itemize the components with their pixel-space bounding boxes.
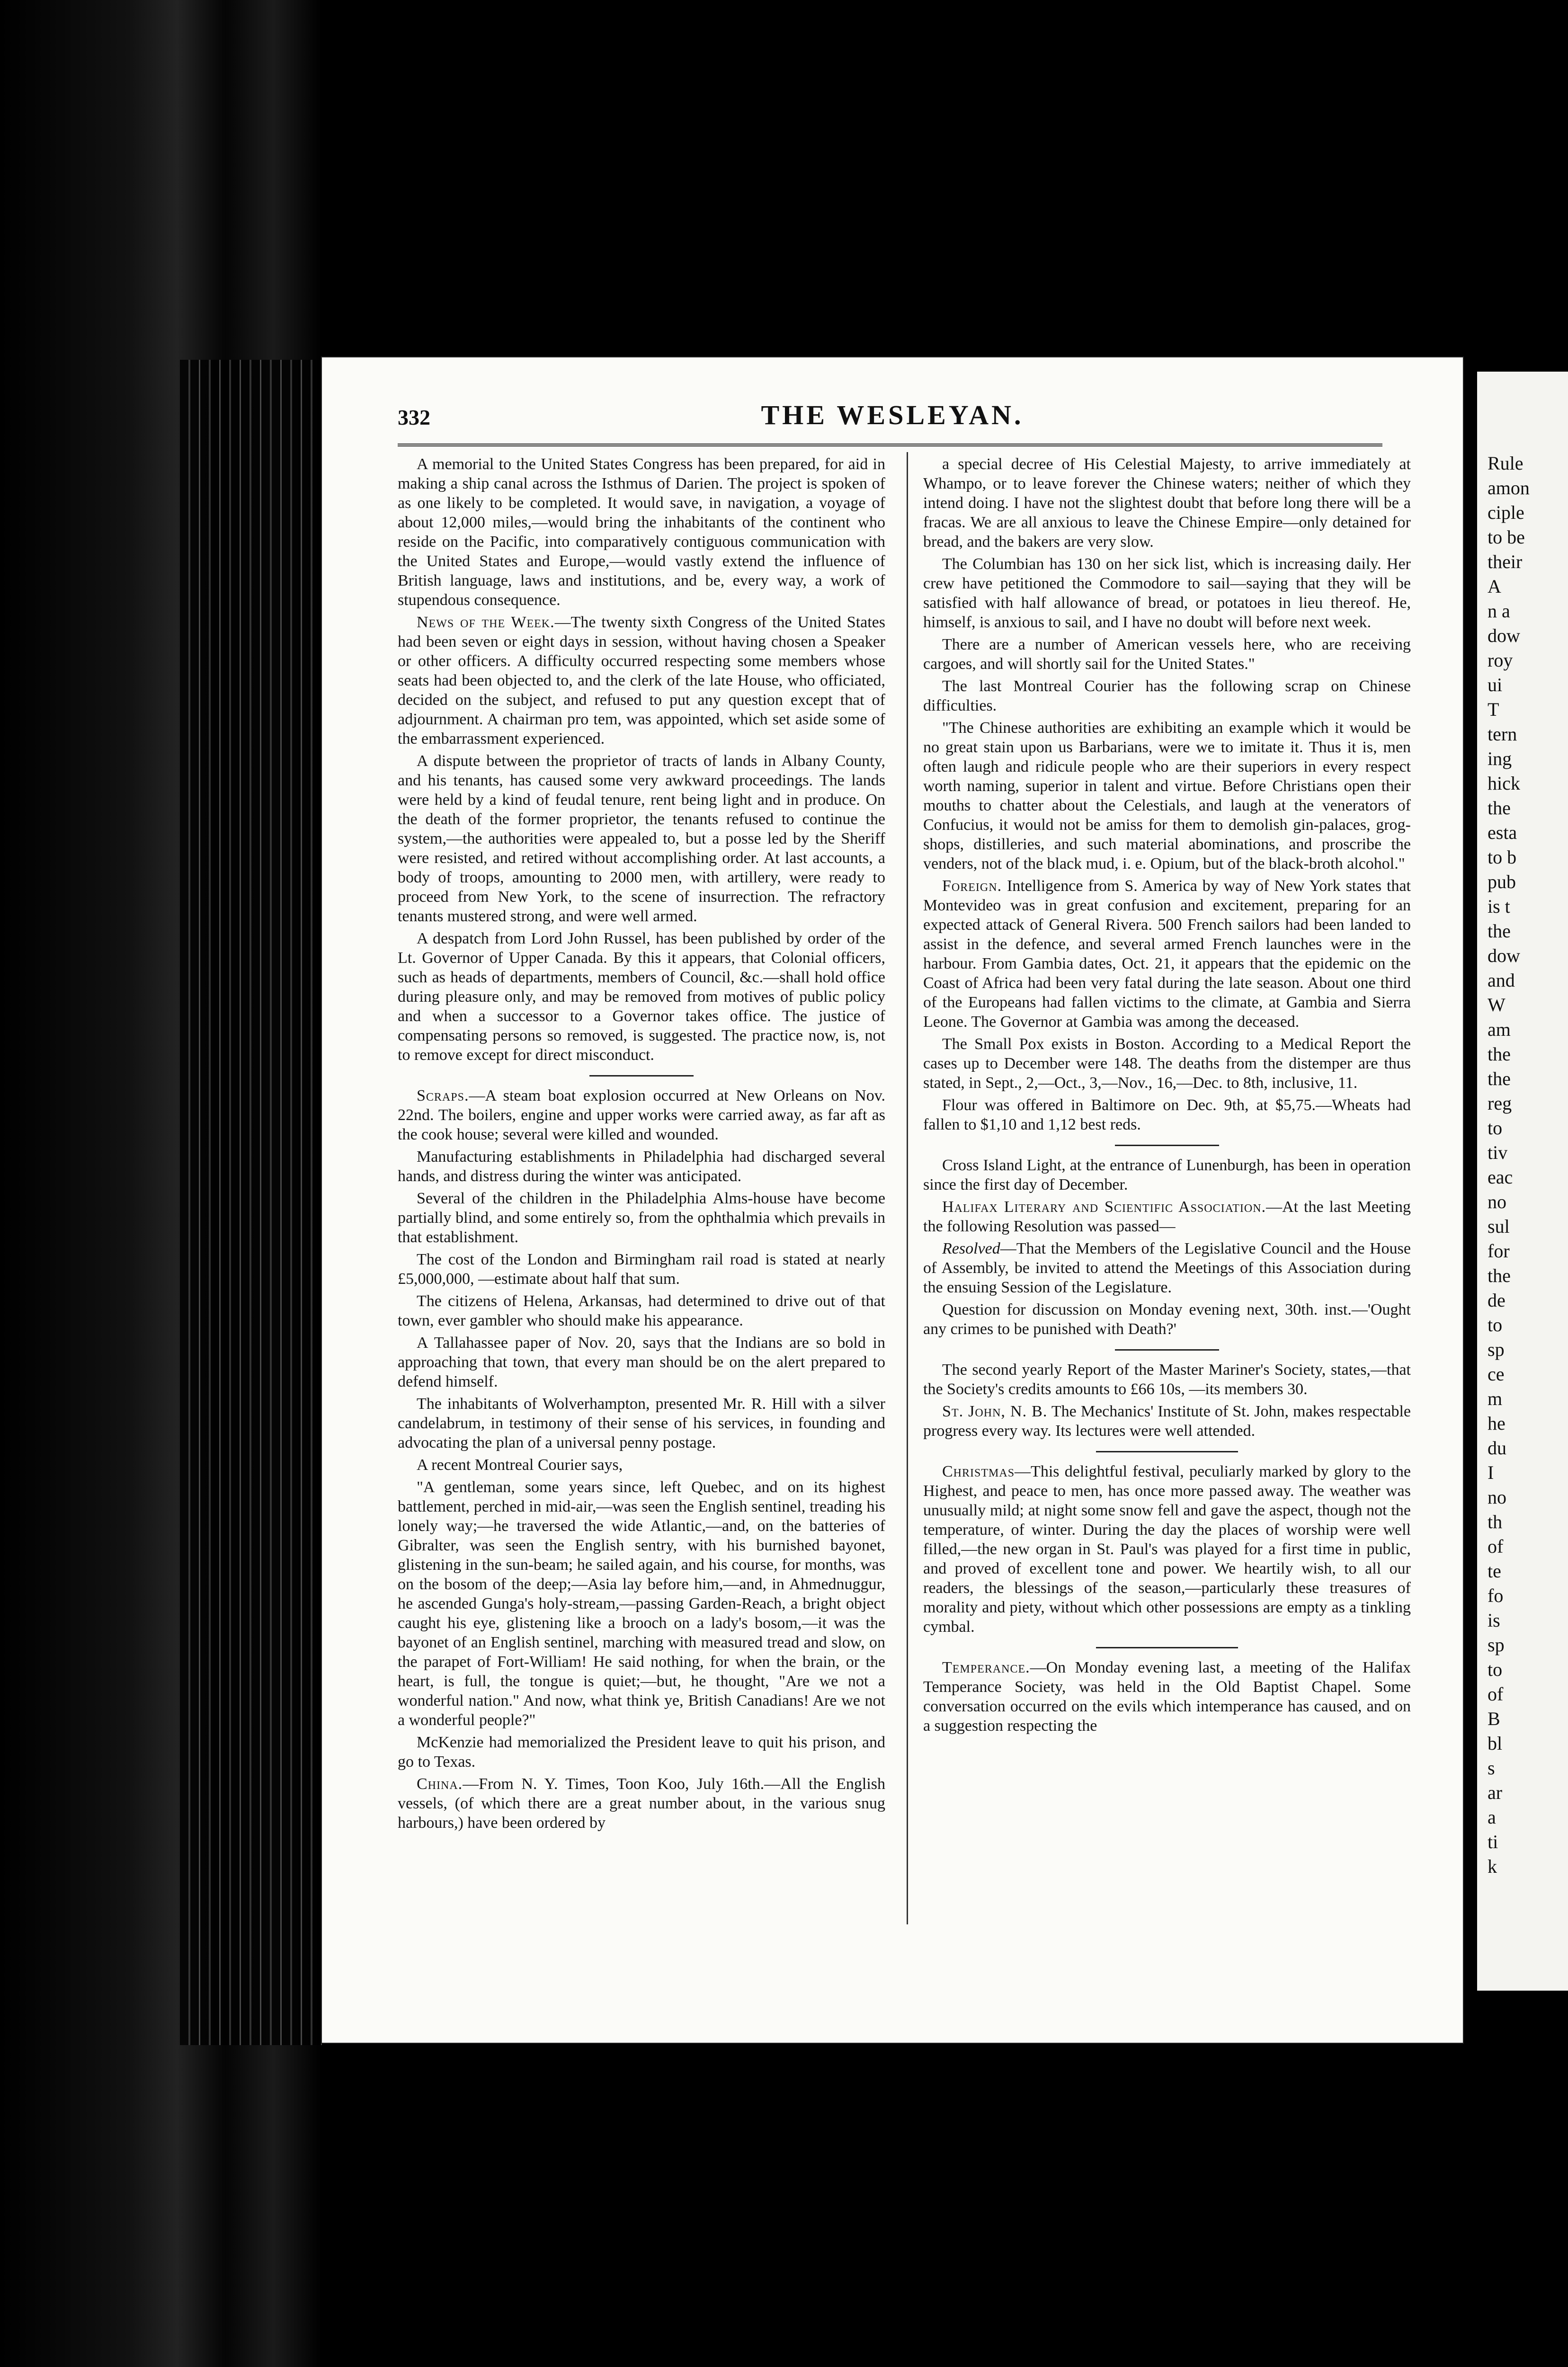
article-body: —A steam boat explosion occurred at New Orleans on Nov. 22nd. The boilers, engine and upper works were carried away, as far aft as the cook house; several were killed and wounded. xyxy=(398,1087,885,1143)
article-body: Intelligence from S. America by way of New York states that Montevideo was in great confusion and excitement, preparing for an expected attack of General Rivera. 500 French sailors had been landed to assist in the defence, and several armed French launches were in the harbour. From Gambia dates, Oct. 21, it appears that the epidemic on the Coast of Africa had been very fatal during the late season. About one third of the Europeans had fallen victims to the climate, at Gambia and Sierra Leone. The Governor at Gambia was among the deceased. xyxy=(923,877,1411,1031)
article-tallahassee: A Tallahassee paper of Nov. 20, says that the Indians are so bold in approaching that town, that every man should be on the alert prepared to defend himself. xyxy=(398,1334,885,1390)
adjacent-text-fragment: sp xyxy=(1488,1634,1505,1655)
adjacent-text-fragment: tern xyxy=(1488,723,1517,745)
masthead-title: THE WESLEYAN. xyxy=(761,400,1024,430)
adjacent-text-fragment: reg xyxy=(1488,1093,1512,1114)
article-scraps xyxy=(398,1086,885,1144)
article-st-john xyxy=(923,1402,1411,1441)
separator xyxy=(1096,1451,1238,1452)
adjacent-text-fragment: the xyxy=(1488,920,1511,942)
adjacent-page-fragment xyxy=(1477,372,1568,1991)
adjacent-text-fragment: ce xyxy=(1488,1363,1505,1385)
book-binding xyxy=(0,0,322,2367)
adjacent-text-fragment: the xyxy=(1488,1265,1511,1286)
article-body: —At the last Meeting the following Resolution was passed— xyxy=(923,1198,1411,1235)
article-gentleman-quote: "A gentleman, some years since, left Quebec, and on its highest battlement, perched in mid-air,—was seen the English sentinel, treading his lonely way;—he traversed the wide Atlantic,—and, on the batteries of Gibralter, was seen the English sentry, with his burnished bayonet, glistening in the sun-beam; he sailed again, and his course, for months, was on the bosom of the deep;—Asia lay before him,—and, in Ahmednuggur, he ascended Gunga's holy-stream,—passing Garden-Reach, a bright object caught his eye, glistening like a brooch on a lady's bosom,—it was the bayonet of an English sentinel, marching with measured tread and slow, on the parapet of Fort-William! He said nothing, for when the brain, or the heart, is full, the tongue is quiet;—but, he thought, "Are we not a wonderful nation." And now, what think ye, British Canadians! Are we not a wonderful people?" xyxy=(398,1478,885,1729)
separator xyxy=(1096,1647,1238,1648)
adjacent-text-fragment: no xyxy=(1488,1486,1506,1508)
adjacent-text-fragment: is t xyxy=(1488,896,1510,917)
article-body: —From N. Y. Times, Toon Koo, July 16th.—All the English vessels, (of which there are a great number about, in the various snug harbours,) have been ordered by xyxy=(398,1775,885,1832)
article-master-mariners: The second yearly Report of the Master Mariner's Society, states,—that the Society's credits amounts to £66 10s, —its members 30. xyxy=(923,1361,1411,1398)
adjacent-text-fragment: W xyxy=(1488,994,1506,1015)
article-ship-canal: A memorial to the United States Congress has been prepared, for aid in making a ship canal across the Isthmus of Darien. The project is spoken of as one likely to be completed. It would save, in navigation, a voyage of about 12,000 miles,—would bring the inhabitants of the continent who reside on the Pacific, into comparatively contiguous communication with the United States and Europe,—would vastly extend the influence of British language, laws and institutions, and be, every way, a work of stupendous consequence. xyxy=(398,455,885,609)
article-mckenzie: McKenzie had memorialized the President leave to quit his prison, and go to Texas. xyxy=(398,1734,885,1771)
page-edges xyxy=(180,360,322,2045)
adjacent-text-fragment: A xyxy=(1488,576,1501,597)
article-news-of-week xyxy=(398,613,885,748)
adjacent-text-fragment: ti xyxy=(1488,1831,1498,1852)
adjacent-text-fragment: dow xyxy=(1488,945,1520,966)
article-body: —The twenty sixth Congress of the United States had been seven or eight days in session, without having chosen a Speaker or other officers. A difficulty occurred respecting some members whose seats had been objected to, and the clerk of the late House, who officiated, decided on the subject, and refused to put any question except that of adjournment. A chairman pro tem, was appointed, which set aside some of the embarrassment experienced. xyxy=(398,614,885,747)
adjacent-text-fragment: th xyxy=(1488,1511,1503,1532)
adjacent-text-fragment: fo xyxy=(1488,1585,1504,1606)
article-celestial-decree: a special decree of His Celestial Majesty, to arrive immediately at Whampo, or to leave forever the Chinese waters; neither of which they intend doing. I have not the slightest doubt that before long there will be a fracas. We are all anxious to leave the Chinese Empire—only detained for bread, and the bakers are very slow. xyxy=(923,455,1411,551)
article-body: —On Monday evening last, a meeting of the Halifax Temperance Society, was held in the Old Baptist Chapel. Some conversation occurred on the evils which intemperance has caused, and on a suggestion respecting the xyxy=(923,1659,1411,1735)
adjacent-text-fragment: to be xyxy=(1488,526,1525,548)
adjacent-text-fragment: Rule xyxy=(1488,453,1523,474)
article-columbian: The Columbian has 130 on her sick list, which is increasing daily. Her crew have petitioned the Commodore to sail—saying that they will be satisfied with half allowance of bread, or potatoes in lieu thereof. He, himself, is anxious to sail, and I have no doubt will before next week. xyxy=(923,555,1411,631)
article-body: —That the Members of the Legislative Council and the House of Assembly, be invited to attend the Meetings of this Association during the ensuing Session of the Legislature. xyxy=(923,1240,1411,1296)
separator xyxy=(589,1075,694,1077)
article-russel-despatch: A despatch from Lord John Russel, has been published by order of the Lt. Governor of Upper Canada. By this it appears, that Colonial officers, such as heads of departments, members of Council, &c.—shall hold office during pleasure only, and may be removed from motives of public policy and when a successor to a Governor takes office. The justice of compensating persons so removed, is suggested. The practice now, is, not to remove except for direct misconduct. xyxy=(398,930,885,1064)
separator xyxy=(1115,1349,1219,1351)
separator xyxy=(1115,1145,1219,1146)
adjacent-text-fragment: he xyxy=(1488,1413,1506,1434)
adjacent-text-fragment: ui xyxy=(1488,674,1503,695)
article-rail-road: The cost of the London and Birmingham rail road is stated at nearly £5,000,000, —estimate about half that sum. xyxy=(398,1251,885,1288)
article-question: Question for discussion on Monday evening next, 30th. inst.—'Ought any crimes to be punished with Death?' xyxy=(923,1301,1411,1338)
article-wolverhampton: The inhabitants of Wolverhampton, presented Mr. R. Hill with a silver candelabrum, in testimony of their sense of his services, in founding and advocating the plan of a universal penny postage. xyxy=(398,1395,885,1451)
column-divider xyxy=(907,452,908,1924)
adjacent-text-fragment: to xyxy=(1488,1314,1503,1335)
adjacent-text-fragment: ar xyxy=(1488,1782,1503,1803)
article-christmas xyxy=(923,1462,1411,1637)
header-rule xyxy=(398,444,1382,446)
adjacent-text-fragment: s xyxy=(1488,1757,1495,1779)
adjacent-text-fragment: roy xyxy=(1488,650,1513,671)
adjacent-text-fragment: sp xyxy=(1488,1339,1505,1360)
adjacent-text-fragment: am xyxy=(1488,1019,1511,1040)
adjacent-text-fragment: to b xyxy=(1488,846,1517,868)
section-lead: Temperance. xyxy=(942,1659,1030,1676)
article-albany-dispute: A dispute between the proprietor of tracts of lands in Albany County, and his tenants, has caused some very awkward proceedings. The lands were held by a kind of feudal tenure, rent being light and in produce. On the death of the former proprietor, the tenants refused to continue the system,—the authorities were appealed to, but a posse led by the Sheriff were resisted, and retired without accomplishing order. At last accounts, a body of troops, amounting to 2000 men, with artillery, were ready to proceed from New York, to the scene of insurrection. The refractory tenants mustered strong, and were well armed. xyxy=(398,752,885,925)
article-alms-house: Several of the children in the Philadelphia Alms-house have become partially blind, and some entirely so, from the ophthalmia which prevails in that establishment. xyxy=(398,1190,885,1246)
adjacent-text-fragment: for xyxy=(1488,1240,1510,1262)
section-lead: St. John, N. B. xyxy=(942,1403,1048,1420)
page-number: 332 xyxy=(398,405,430,429)
newspaper-page xyxy=(322,357,1463,2043)
adjacent-text-fragment: tiv xyxy=(1488,1142,1508,1163)
section-lead: Foreign. xyxy=(942,877,1002,895)
article-china xyxy=(398,1774,885,1833)
section-lead: Resolved xyxy=(942,1240,1000,1257)
article-temperance xyxy=(923,1658,1411,1735)
adjacent-text-fragment: ciple xyxy=(1488,502,1524,523)
adjacent-text-fragment: the xyxy=(1488,797,1511,819)
adjacent-text-fragment: I xyxy=(1488,1462,1494,1483)
article-american-vessels: There are a number of American vessels here, who are receiving cargoes, and will shortly sail for the United States." xyxy=(923,636,1411,673)
adjacent-text-fragment: te xyxy=(1488,1560,1501,1582)
article-chinese-authorities: "The Chinese authorities are exhibiting an example which it would be no great stain upon us Barbarians, were we to imitate it. Thus it is, men often laugh and ridicule people who are their superiors in every respect worth naming, superior in talent and virtue. Before Christians open their mouths to chatter about the Celestials, and laugh at the venerators of Confucius, it would not be amiss for them to demolish gin-palaces, grog-shops, distilleries, and such material abominations, and proscribe the venders, not of the black mud, i. e. Opium, but of the black-broth alcohol." xyxy=(923,719,1411,872)
adjacent-text-fragment: the xyxy=(1488,1068,1511,1089)
adjacent-text-fragment: a xyxy=(1488,1806,1496,1828)
adjacent-text-fragment: de xyxy=(1488,1290,1506,1311)
adjacent-text-fragment: is xyxy=(1488,1610,1500,1631)
adjacent-text-fragment: to xyxy=(1488,1117,1503,1139)
adjacent-text-fragment: n a xyxy=(1488,600,1510,622)
adjacent-text-fragment: bl xyxy=(1488,1733,1503,1754)
adjacent-text-fragment: pub xyxy=(1488,871,1516,892)
adjacent-text-fragment: their xyxy=(1488,551,1523,572)
adjacent-text-fragment: esta xyxy=(1488,822,1517,843)
adjacent-text-fragment: sul xyxy=(1488,1216,1510,1237)
article-resolved xyxy=(923,1239,1411,1297)
article-flour: Flour was offered in Baltimore on Dec. 9th, at $5,75.—Wheats had fallen to $1,10 and 1,12 best reds. xyxy=(923,1096,1411,1133)
adjacent-text-fragment: B xyxy=(1488,1708,1500,1729)
adjacent-text-fragment: k xyxy=(1488,1856,1497,1877)
adjacent-text-fragment: T xyxy=(1488,699,1499,720)
article-helena: The citizens of Helena, Arkansas, had determined to drive out of that town, ever gambler who should make his appearance. xyxy=(398,1292,885,1329)
adjacent-text-fragment: eac xyxy=(1488,1166,1513,1188)
article-montreal-scrap: The last Montreal Courier has the following scrap on Chinese difficulties. xyxy=(923,677,1411,714)
left-column xyxy=(398,454,885,1835)
article-foreign xyxy=(923,876,1411,1032)
adjacent-text-fragment: m xyxy=(1488,1388,1503,1409)
adjacent-text-fragment: of xyxy=(1488,1536,1504,1557)
adjacent-text-fragment: to xyxy=(1488,1659,1503,1680)
article-small-pox: The Small Pox exists in Boston. According to a Medical Report the cases up to December were 148. The deaths from the distemper are thus stated, in Sept., 2,—Oct., 3,—Nov., 16,—Dec. to 8th, inclusive, 11. xyxy=(923,1035,1411,1092)
adjacent-text-fragment: ing xyxy=(1488,748,1512,769)
article-cross-island-light: Cross Island Light, at the entrance of Lunenburgh, has been in operation since the first day of December. xyxy=(923,1157,1411,1193)
section-lead: Halifax Literary and Scientific Association. xyxy=(942,1198,1266,1216)
adjacent-text-fragment: and xyxy=(1488,970,1515,991)
adjacent-text-fragment: no xyxy=(1488,1191,1506,1212)
adjacent-text-fragment: dow xyxy=(1488,625,1520,646)
section-lead: News of the Week. xyxy=(417,614,555,631)
article-philadelphia-manufacturing: Manufacturing establishments in Philadelphia had discharged several hands, and distress during the winter was anticipated. xyxy=(398,1148,885,1185)
article-body: —This delightful festival, peculiarly marked by glory to the Highest, and peace to men, has once more passed away. The weather was unusually mild; at night some snow fell and gave the aspect, though not the temperature, of winter. During the day the places of worship were well filled,—the new organ in St. Paul's was played for a first time in public, and proved of excellent tone and power. We heartily wish, to all our readers, the blessings of the season,—particularly these treasures of morality and piety, without which other possessions are empty as a tinkling cymbal. xyxy=(923,1463,1411,1636)
section-lead: China. xyxy=(417,1775,463,1793)
section-lead: Christmas xyxy=(942,1463,1015,1480)
adjacent-text-fragment: the xyxy=(1488,1043,1511,1065)
right-column xyxy=(923,454,1411,1738)
article-halifax-literary xyxy=(923,1197,1411,1236)
adjacent-text-fragment: du xyxy=(1488,1437,1506,1459)
article-body: The Mechanics' Institute of St. John, makes respectable progress every way. Its lectures were well attended. xyxy=(923,1403,1411,1440)
adjacent-text-fragment: hick xyxy=(1488,773,1520,794)
adjacent-text-fragment: amon xyxy=(1488,477,1530,498)
section-lead: Scraps. xyxy=(417,1087,469,1104)
article-montreal-courier: A recent Montreal Courier says, xyxy=(417,1456,623,1474)
adjacent-text-fragment: of xyxy=(1488,1683,1504,1705)
